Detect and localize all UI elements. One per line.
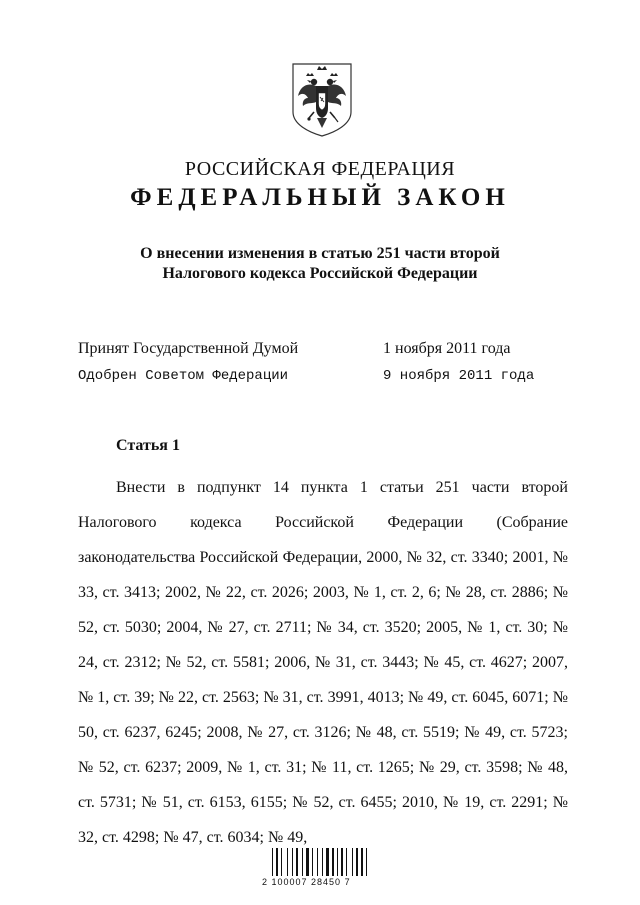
adoption-body: Одобрен Советом Федерации [78,368,289,384]
article-heading: Статья 1 [116,437,180,454]
barcode-number: 2 100007 28450 7 [262,877,351,887]
coat-of-arms-icon [290,62,354,138]
law-type-heading: ФЕДЕРАЛЬНЫЙ ЗАКОН [130,184,510,211]
country-heading: РОССИЙСКАЯ ФЕДЕРАЦИЯ [184,158,456,180]
law-title-line-1: О внесении изменения в статью 251 части второй [140,245,500,262]
article-body [78,470,568,855]
adoption-date: 9 ноября 2011 года [383,368,535,384]
adoption-date: 1 ноября 2011 года [383,340,511,357]
article-paragraph: Внести в подпункт 14 пункта 1 статьи 251 части второй Налогового кодекса Российской Федерации (Собрание законодательства Российской Федерации, 2000, № 32, ст. 3340; 2001, № 33, ст. 3413; 2002, № 22, ст. 2026; 2003, № 1, ст. 2, 6; № 28, ст. 2886; № 52, ст. 5030; 2004, № 27, ст. 2711; № 34, ст. 3520; 2005, № 1, ст. 30; № 24, ст. 2312; № 52, ст. 5581; 2006, № 31, ст. 3443; № 45, ст. 4627; 2007, № 1, ст. 39; № 22, ст. 2563; № 31, ст. 3991, 4013; № 49, ст. 6045, 6071; № 50, ст. 6237, 6245; 2008, № 27, ст. 3126; № 48, ст. 5519; № 49, ст. 5723; № 52, ст. 6237; 2009, № 1, ст. 31; № 11, ст. 1265; № 29, ст. 3598; № 48, ст. 5731; № 51, ст. 6153, 6155; № 52, ст. 6455; 2010, № 19, ст. 2291; № 32, ст. 4298; № 47, ст. 6034; № 49, [78,479,568,846]
law-title [60,244,580,284]
law-title-line-2: Налогового кодекса Российской Федерации [162,265,478,282]
adoption-body: Принят Государственной Думой [78,340,299,357]
